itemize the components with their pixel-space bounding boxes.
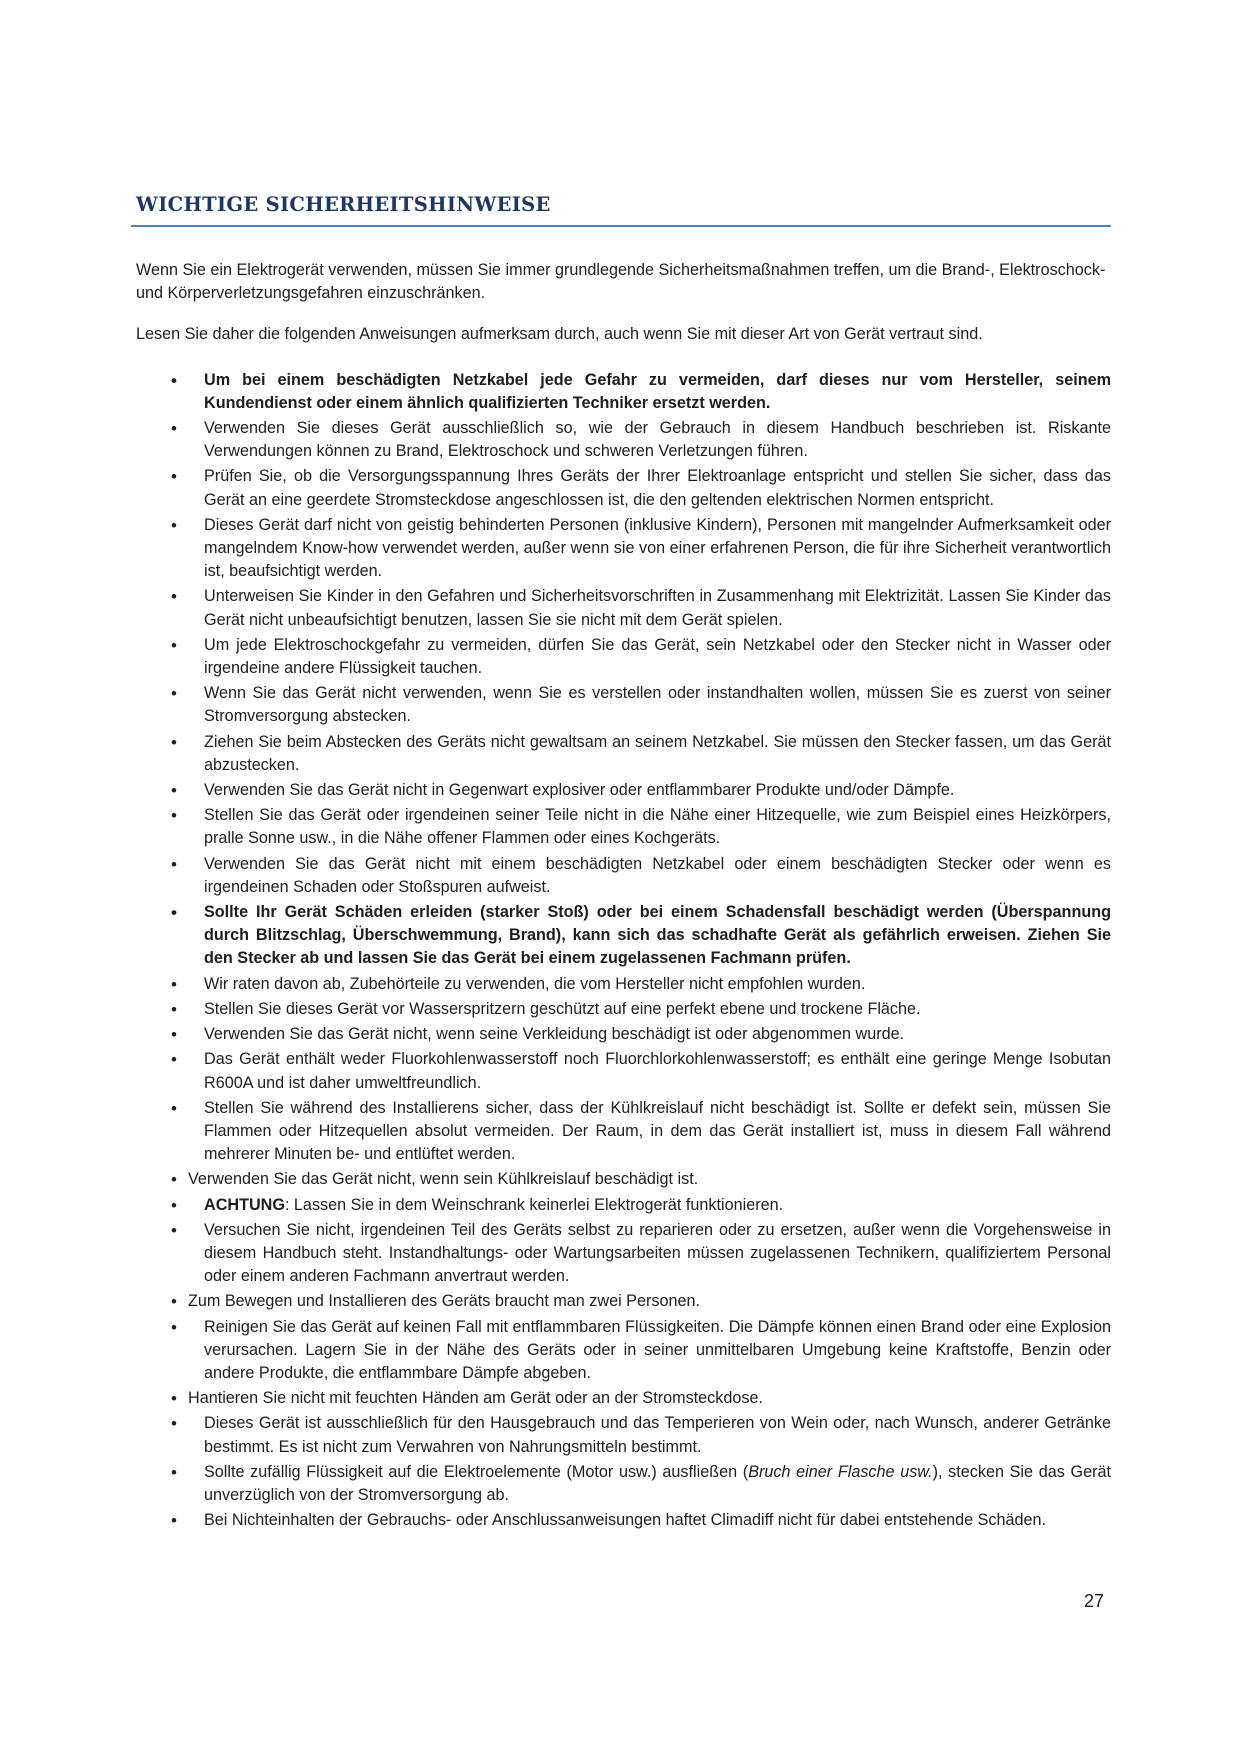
item-text: Verwenden Sie das Gerät nicht mit einem beschädigten Netzkabel oder einem beschädigten Stecker oder wenn es irgendeinen Schaden oder Stoßspuren aufweist. — [204, 854, 1111, 896]
item-italic-text: Bruch einer Flasche usw. — [748, 1462, 933, 1481]
list-item — [136, 804, 1111, 850]
list-item — [136, 1168, 1111, 1191]
list-item — [136, 682, 1111, 728]
item-text: Verwenden Sie das Gerät nicht, wenn sein Kühlkreislauf beschädigt ist. — [188, 1170, 699, 1189]
list-item — [136, 417, 1111, 463]
item-text: Zum Bewegen und Installieren des Geräts braucht man zwei Personen. — [188, 1292, 700, 1311]
list-item — [136, 1461, 1111, 1507]
list-item — [136, 973, 1111, 996]
item-text: Um bei einem beschädigten Netzkabel jede Gefahr zu vermeiden, darf dieses nur vom Hersteller, seinem Kundendienst oder einem ähnlich qualifizierten Techniker ersetzt werden. — [204, 370, 1111, 412]
item-text: Versuchen Sie nicht, irgendeinen Teil des Geräts selbst zu reparieren oder zu ersetzen, außer wenn die Vorgehensweise in diesem Handbuch steht. Instandhaltungs- oder Wartungsarbeiten müssen zugelassenen Technikern, qualifiziertem Personal oder einem anderen Fachmann anvertraut werden. — [204, 1220, 1111, 1286]
item-text: Verwenden Sie dieses Gerät ausschließlich so, wie der Gebrauch in diesem Handbuch beschrieben ist. Riskante Verwendungen können zu Brand, Elektroschock und schweren Verletzungen führen. — [204, 419, 1111, 461]
item-text: : Lassen Sie in dem Weinschrank keinerlei Elektrogerät funktionieren. — [284, 1195, 784, 1214]
item-text: Sollte zufällig Flüssigkeit auf die Elektroelemente (Motor usw.) ausfließen ( — [204, 1462, 749, 1481]
list-item — [136, 465, 1111, 511]
list-item — [136, 369, 1111, 415]
item-text: Ziehen Sie beim Abstecken des Geräts nicht gewaltsam an seinem Netzkabel. Sie müssen den Stecker fassen, um das Gerät abzustecken. — [204, 732, 1111, 774]
item-text: Das Gerät enthält weder Fluorkohlenwasserstoff noch Fluorchlorkohlenwasserstoff; es enthält eine geringe Menge Isobutan R600A und ist daher umweltfreundlich. — [204, 1050, 1111, 1092]
list-item — [136, 853, 1111, 899]
page-number: 27 — [1084, 1591, 1105, 1611]
item-text: Stellen Sie während des Installierens sicher, dass der Kühlkreislauf nicht beschädigt ist. Sollte er defekt sein, müssen Sie Flammen oder Hitzequellen absolut vermeiden. Der Raum, in dem das Gerät installiert ist, muss in diesem Fall während mehrerer Minuten be- und entlüftet werden. — [204, 1098, 1111, 1164]
item-text: Wenn Sie das Gerät nicht verwenden, wenn Sie es verstellen oder instandhalten wollen, müssen Sie es zuerst von seiner Stromversorgung abstecken. — [204, 684, 1111, 726]
item-text: Reinigen Sie das Gerät auf keinen Fall mit entflammbaren Flüssigkeiten. Die Dämpfe können einen Brand oder eine Explosion verursachen. Lagern Sie in der Nähe des Geräts oder in seiner unmittelbaren Umgebung keine Kraftstoffe, Benzin oder andere Produkte, die entflammbare Dämpfe abgeben. — [204, 1317, 1111, 1382]
list-item — [136, 1097, 1111, 1167]
safety-instructions-list — [136, 369, 1111, 1533]
list-item — [136, 585, 1111, 631]
intro-paragraph: Wenn Sie ein Elektrogerät verwenden, müssen Sie immer grundlegende Sicherheitsmaßnahmen treffen, um die Brand-, Elektroschock- und Körperverletzungsgefahren einzuschränken. — [136, 261, 1106, 303]
list-item — [136, 634, 1111, 680]
item-text: Dieses Gerät darf nicht von geistig behinderten Personen (inklusive Kindern), Personen mit mangelnder Aufmerksamkeit oder mangelndem Know-how verwendet werden, außer wenn sie von einer erfahrenen Person, die für ihre Sicherheit verantwortlich ist, beaufsichtigt werden. — [204, 515, 1111, 581]
list-item — [136, 1219, 1111, 1289]
list-item — [136, 1387, 1111, 1410]
list-item — [136, 1412, 1111, 1458]
list-item — [136, 1290, 1111, 1313]
list-item — [136, 998, 1111, 1021]
list-item — [136, 1316, 1111, 1386]
item-text: Verwenden Sie das Gerät nicht, wenn seine Verkleidung beschädigt ist oder abgenommen wurde. — [204, 1025, 905, 1044]
intro-paragraph: Lesen Sie daher die folgenden Anweisungen aufmerksam durch, auch wenn Sie mit dieser Art von Gerät vertraut sind. — [136, 325, 983, 344]
list-item — [136, 731, 1111, 777]
item-text: Unterweisen Sie Kinder in den Gefahren und Sicherheitsvorschriften in Zusammenhang mit Elektrizität. Lassen Sie Kinder das Gerät nicht unbeaufsichtigt benutzen, lassen Sie sie nicht mit dem Gerät spielen. — [204, 587, 1111, 629]
item-text: Hantieren Sie nicht mit feuchten Händen am Gerät oder an der Stromsteckdose. — [188, 1389, 763, 1408]
item-text: ), stecken Sie das Gerät unverzüglich von der Stromversorgung ab. — [204, 1462, 1111, 1504]
list-item — [136, 901, 1111, 971]
item-text: Prüfen Sie, ob die Versorgungsspannung Ihres Geräts der Ihrer Elektroanlage entspricht und stellen Sie sicher, dass das Gerät an eine geerdete Stromsteckdose angeschlossen ist, die den geltenden elektrischen Normen entspricht. — [204, 467, 1111, 509]
document-body — [136, 259, 1111, 1534]
item-text: Dieses Gerät ist ausschließlich für den Hausgebrauch und das Temperieren von Wein oder, nach Wunsch, anderer Getränke bestimmt. Es ist nicht zum Verwahren von Nahrungsmitteln bestimmt. — [204, 1414, 1111, 1456]
list-item — [136, 1194, 1111, 1217]
heading-divider — [131, 225, 1111, 227]
item-text: Verwenden Sie das Gerät nicht in Gegenwart explosiver oder entflammbarer Produkte und/oder Dämpfe. — [204, 781, 955, 800]
list-item — [136, 514, 1111, 584]
item-text: Wir raten davon ab, Zubehörteile zu verwenden, die vom Hersteller nicht empfohlen wurden. — [204, 974, 866, 993]
list-item — [136, 1023, 1111, 1046]
page-heading: WICHTIGE SICHERHEITSHINWEISE — [136, 193, 551, 216]
list-item — [136, 1048, 1111, 1094]
list-item — [136, 1509, 1111, 1532]
item-text: Stellen Sie dieses Gerät vor Wasserspritzern geschützt auf eine perfekt ebene und trockene Fläche. — [204, 999, 921, 1018]
item-text: Um jede Elektroschockgefahr zu vermeiden, dürfen Sie das Gerät, sein Netzkabel oder den Stecker nicht in Wasser oder irgendeine andere Flüssigkeit tauchen. — [204, 635, 1111, 678]
item-text: Stellen Sie das Gerät oder irgendeinen seiner Teile nicht in die Nähe einer Hitzequelle, wie zum Beispiel eines Heizkörpers, pralle Sonne usw., in die Nähe offener Flammen oder eines Kochgeräts. — [204, 806, 1111, 848]
item-text: Sollte Ihr Gerät Schäden erleiden (starker Stoß) oder bei einem Schadensfall beschädigt werden (Überspannung durch Blitzschlag, Überschwemmung, Brand), kann sich das schadhafte Gerät als gefährlich erweisen. Ziehen Sie den Stecker ab und lassen Sie das Gerät bei einem zugelassenen Fachmann prüfen. — [204, 903, 1111, 968]
item-text: Bei Nichteinhalten der Gebrauchs- oder Anschlussanweisungen haftet Climadiff nicht für dabei entstehende Schäden. — [204, 1511, 1046, 1530]
warning-label: ACHTUNG — [204, 1195, 285, 1214]
list-item — [136, 779, 1111, 802]
